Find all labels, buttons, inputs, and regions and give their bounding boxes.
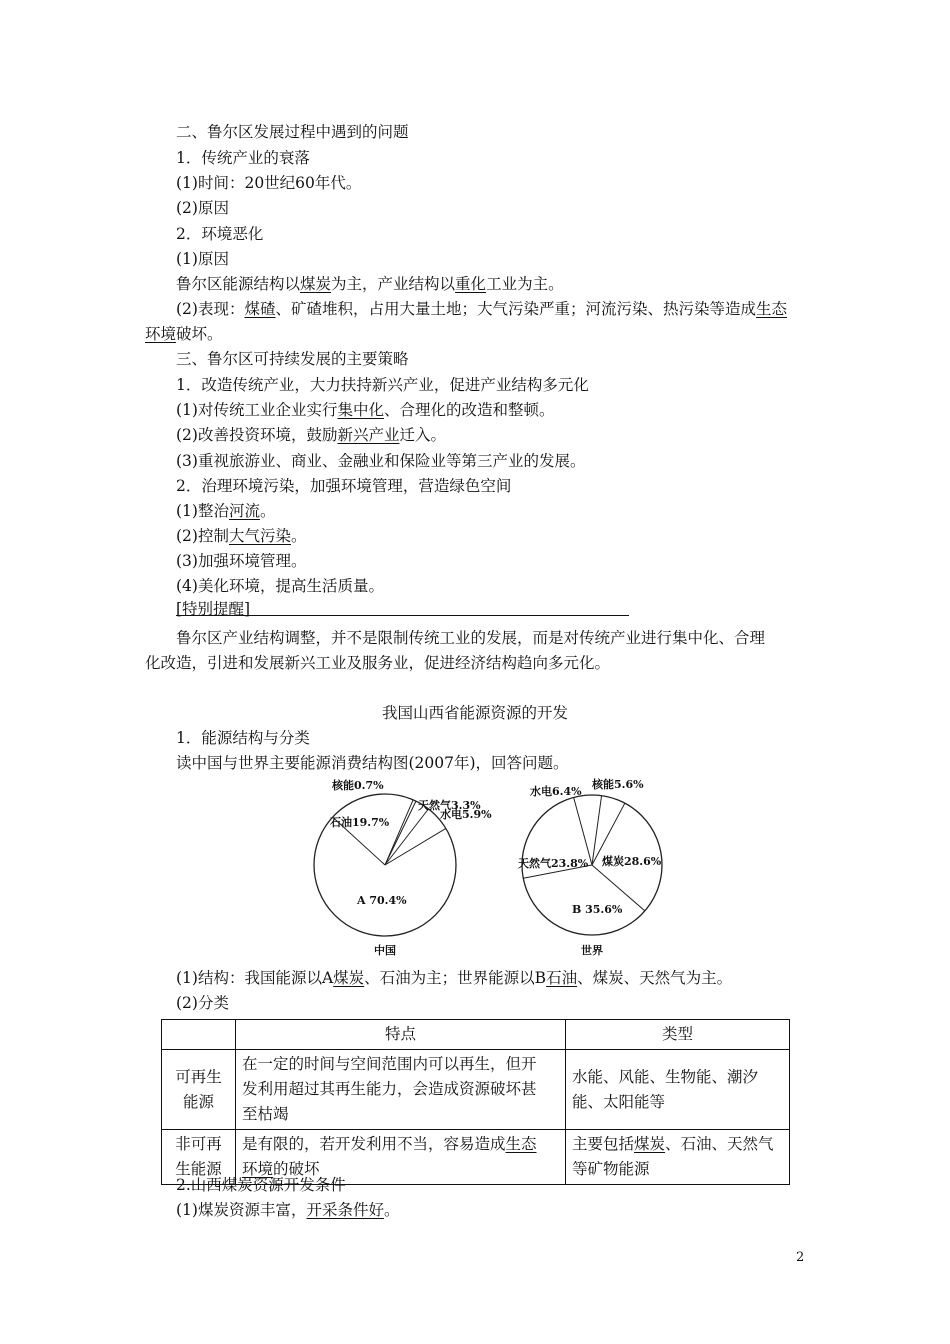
subheading-transform: 1．改造传统产业，大力扶持新兴产业，促进产业结构多元化 — [176, 376, 589, 394]
item-time: (1)时间：20世纪60年代。 — [176, 174, 362, 192]
subheading-environment: 2．环境恶化 — [176, 225, 264, 243]
slice-label: 核能0.7% — [332, 779, 384, 792]
item-tertiary: (3)重视旅游业、商业、金融业和保险业等第三产业的发展。 — [176, 452, 586, 470]
manifestation-text: (2)表现：煤碴、矿碴堆积，占用大量土地；大气污染严重；河流污染、热污染等造成生态 — [176, 300, 788, 318]
item-investment: (2)改善投资环境，鼓励新兴产业迁入。 — [176, 426, 446, 444]
section-heading-problems: 二、鲁尔区发展过程中遇到的问题 — [176, 123, 409, 141]
table-cell-name: 非可再 生能源 — [162, 1130, 236, 1185]
subheading-decline: 1．传统产业的衰落 — [176, 149, 310, 167]
slice-label: 石油19.7% — [330, 816, 390, 829]
pie-slice-boundary — [574, 797, 592, 865]
energy-pie-charts — [300, 776, 680, 963]
table-cell-feature: 在一定的时间与空间范围内可以再生，但开 发利用超过其再生能力，会造成资源破坏甚 至枯竭 — [236, 1050, 566, 1130]
subheading-conditions: 2.山西煤炭资源开发条件 — [176, 1176, 346, 1194]
item-rivers: (1)整治河流。 — [176, 502, 276, 520]
item-centralize: (1)对传统工业企业实行集中化、合理化的改造和整顿。 — [176, 401, 555, 419]
cause-text: 鲁尔区能源结构以煤炭为主，产业结构以重化工业为主。 — [176, 275, 564, 293]
slice-label: 煤炭28.6% — [602, 855, 662, 868]
pie-slice-boundary — [592, 796, 602, 865]
chart-instruction: 读中国与世界主要能源消费结构图(2007年)，回答问题。 — [176, 754, 569, 772]
energy-classification-table — [161, 1019, 790, 1185]
slice-label: 水电5.9% — [440, 808, 492, 821]
page-number: 2 — [796, 1250, 805, 1265]
subheading-pollution: 2．治理环境污染，加强环境管理，营造绿色空间 — [176, 477, 512, 495]
table-cell-type: 主要包括煤炭、石油、天然气 等矿物能源 — [566, 1130, 790, 1185]
table-header: 特点 — [236, 1020, 566, 1050]
pie-chart-world — [518, 777, 662, 957]
tip-label: [特别提醒] — [176, 600, 251, 618]
section-heading-strategies: 三、鲁尔区可持续发展的主要策略 — [176, 350, 409, 368]
slice-label: 天然气23.8% — [518, 857, 589, 870]
pie-slice-boundary — [385, 809, 428, 865]
item-env-reason: (1)原因 — [176, 250, 229, 268]
pie-title: 世界 — [581, 944, 603, 957]
classification-label: (2)分类 — [176, 994, 229, 1012]
tip-text-2: 化改造，引进和发展新兴工业及服务业，促进经济结构趋向多元化。 — [145, 654, 611, 672]
slice-label: A 70.4% — [357, 894, 407, 907]
pie-title: 中国 — [374, 944, 396, 957]
tip-text-1: 鲁尔区产业结构调整，并不是限制传统工业的发展，而是对传统产业进行集中化、合理 — [176, 629, 766, 647]
table-cell-type: 水能、风能、生物能、潮汐 能、太阳能等 — [566, 1050, 790, 1130]
slice-label: 水电6.4% — [530, 785, 582, 798]
condition-item: (1)煤炭资源丰富，开采条件好。 — [176, 1201, 400, 1219]
slice-label: 核能5.6% — [592, 778, 644, 791]
item-reason: (2)原因 — [176, 199, 229, 217]
item-beautify: (4)美化环境，提高生活质量。 — [176, 577, 384, 595]
table-cell-feature: 是有限的，若开发利用不当，容易造成生态 环境的破坏 — [236, 1130, 566, 1185]
table-header-row — [162, 1020, 790, 1050]
table-header: 类型 — [566, 1020, 790, 1050]
table-header — [162, 1020, 236, 1050]
table-row — [162, 1050, 790, 1130]
structure-answer: (1)结构：我国能源以A煤炭、石油为主；世界能源以B石油、煤炭、天然气为主。 — [176, 969, 733, 987]
slice-label: B 35.6% — [572, 903, 623, 916]
item-air: (2)控制大气污染。 — [176, 527, 307, 545]
section-title-shanxi: 我国山西省能源资源的开发 — [381, 704, 568, 722]
subheading-energy-structure: 1．能源结构与分类 — [176, 729, 310, 747]
item-management: (3)加强环境管理。 — [176, 552, 307, 570]
table-cell-name: 可再生 能源 — [162, 1050, 236, 1130]
pie-chart-china — [314, 778, 492, 957]
slice-label: 天然气3.3% — [418, 799, 481, 812]
manifestation-text-cont: 环境破坏。 — [145, 325, 223, 343]
tip-divider — [176, 615, 629, 616]
